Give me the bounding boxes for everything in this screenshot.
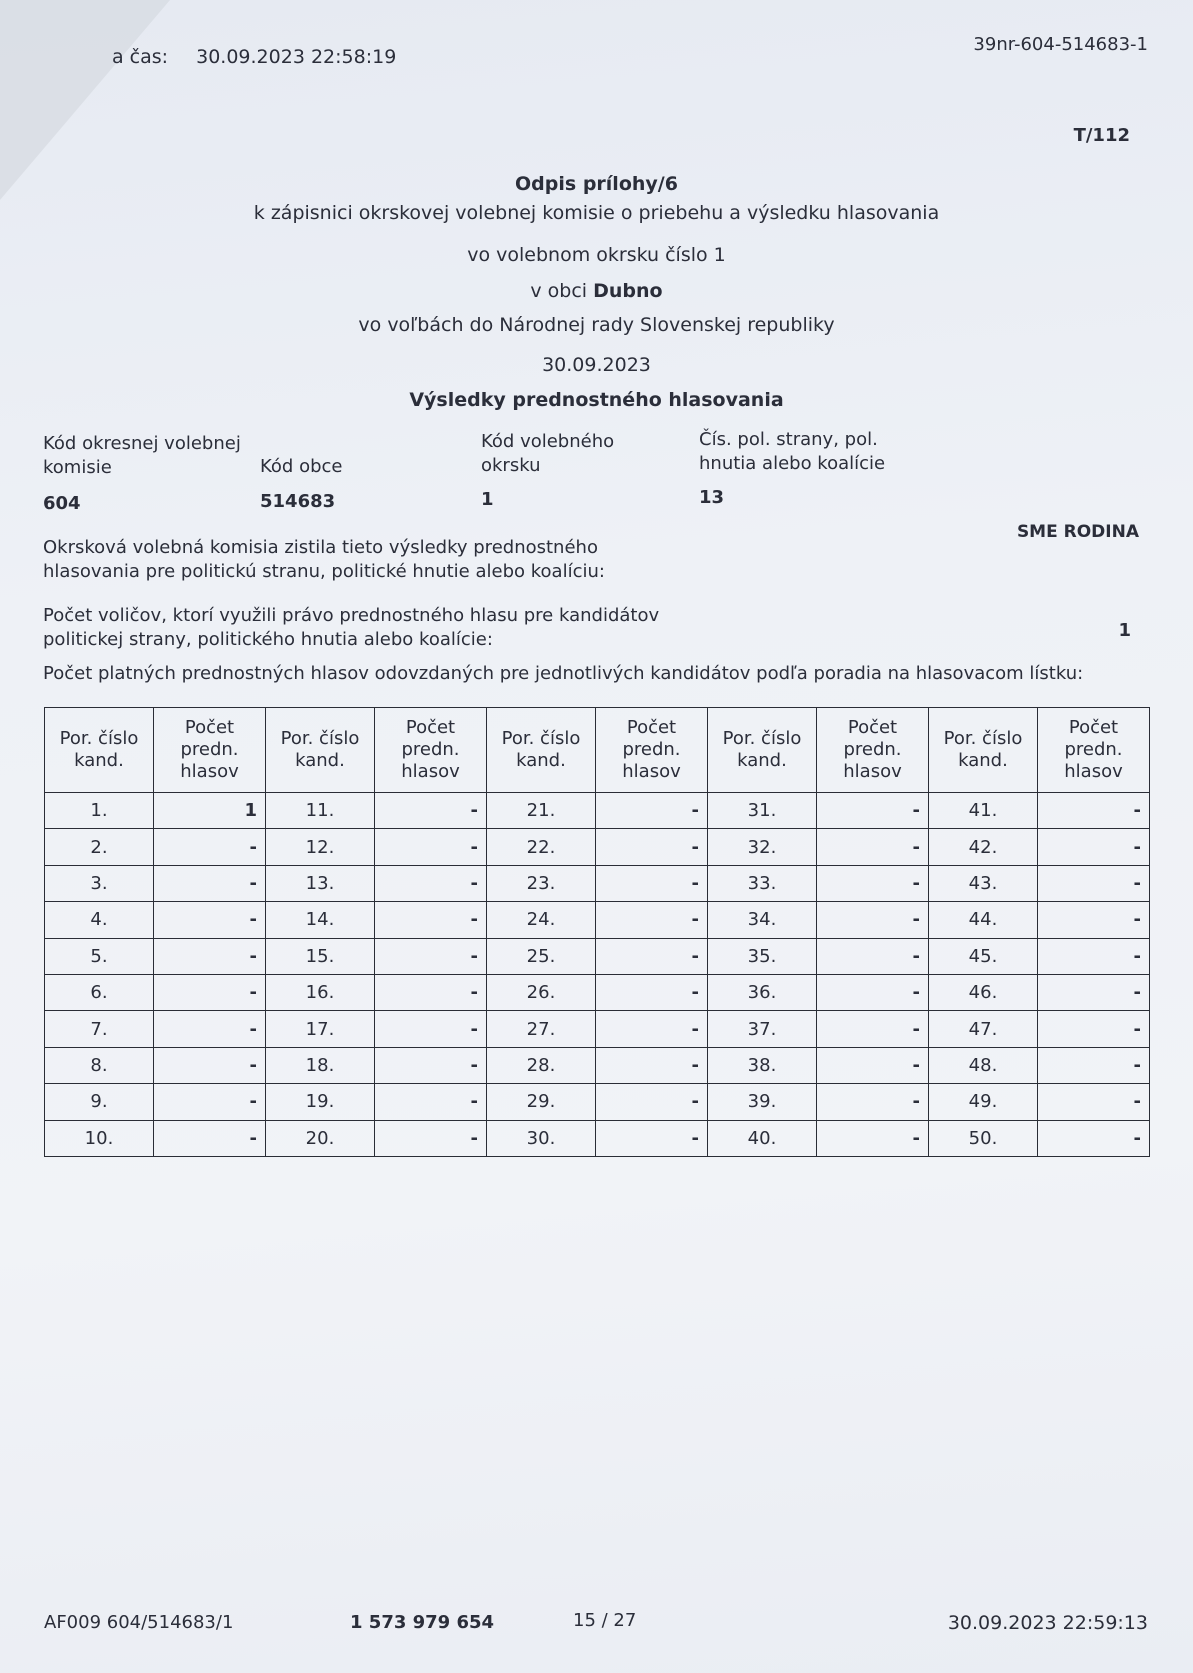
- candidate-order-cell: 22.: [487, 829, 596, 865]
- candidate-votes-cell: -: [154, 974, 266, 1010]
- header-datetime: [112, 46, 396, 68]
- candidate-votes-cell: -: [1038, 938, 1150, 974]
- candidate-order-cell: 43.: [929, 865, 1038, 901]
- municipality-prefix: v obci: [530, 280, 588, 302]
- table-row: [45, 1011, 1150, 1047]
- header-order: Por. číslo kand.: [929, 708, 1038, 793]
- table-row: [45, 829, 1150, 865]
- footer-page-number: 15 / 27: [573, 1610, 637, 1631]
- candidate-order-cell: 1.: [45, 793, 154, 829]
- candidate-votes-cell: 1: [154, 793, 266, 829]
- candidate-order-cell: 17.: [266, 1011, 375, 1047]
- candidate-order-cell: 25.: [487, 938, 596, 974]
- footer-control-number: 1 573 979 654: [350, 1612, 495, 1633]
- candidate-order-cell: 29.: [487, 1084, 596, 1120]
- candidate-order-cell: 32.: [708, 829, 817, 865]
- table-body: [45, 793, 1150, 1157]
- candidate-votes-cell: -: [154, 829, 266, 865]
- table-row: [45, 793, 1150, 829]
- candidate-order-cell: 28.: [487, 1047, 596, 1083]
- candidate-order-cell: 11.: [266, 793, 375, 829]
- election-date: 30.09.2023: [542, 354, 651, 376]
- candidate-votes-cell: -: [596, 1047, 708, 1083]
- candidate-order-cell: 20.: [266, 1120, 375, 1156]
- footer-datetime: 30.09.2023 22:59:13: [947, 1612, 1148, 1634]
- candidate-order-cell: 26.: [487, 974, 596, 1010]
- candidate-order-cell: 42.: [929, 829, 1038, 865]
- candidate-order-cell: 40.: [708, 1120, 817, 1156]
- datetime-label: a čas:: [112, 46, 169, 68]
- candidate-votes-cell: -: [154, 902, 266, 938]
- candidate-order-cell: 14.: [266, 902, 375, 938]
- candidate-votes-cell: -: [1038, 829, 1150, 865]
- candidate-order-cell: 2.: [45, 829, 154, 865]
- header-votes: Počet predn. hlasov: [1038, 708, 1150, 793]
- candidate-order-cell: 39.: [708, 1084, 817, 1120]
- candidate-votes-cell: -: [375, 902, 487, 938]
- candidate-order-cell: 5.: [45, 938, 154, 974]
- obec-code-value: 514683: [260, 491, 336, 512]
- candidate-order-cell: 21.: [487, 793, 596, 829]
- candidate-order-cell: 31.: [708, 793, 817, 829]
- candidate-order-cell: 3.: [45, 865, 154, 901]
- obec-code-label: Kód obce: [260, 456, 343, 477]
- candidate-order-cell: 27.: [487, 1011, 596, 1047]
- candidate-votes-cell: -: [596, 829, 708, 865]
- okres-code-value: 604: [43, 493, 81, 514]
- document-title: Odpis prílohy/6: [515, 173, 678, 195]
- table-row: [45, 865, 1150, 901]
- candidate-order-cell: 41.: [929, 793, 1038, 829]
- party-name: SME RODINA: [1016, 522, 1139, 542]
- table-row: [45, 1084, 1150, 1120]
- candidate-votes-cell: -: [375, 865, 487, 901]
- candidate-votes-cell: -: [596, 1011, 708, 1047]
- candidate-order-cell: 44.: [929, 902, 1038, 938]
- okrsok-code-label: Kód volebného okrsku: [481, 431, 615, 476]
- candidate-order-cell: 38.: [708, 1047, 817, 1083]
- candidate-votes-cell: -: [596, 974, 708, 1010]
- candidate-order-cell: 8.: [45, 1047, 154, 1083]
- candidate-order-cell: 24.: [487, 902, 596, 938]
- commission-statement: Okrsková volebná komisia zistila tieto výsledky prednostného hlasovania pre politickú stranu, politické hnutie alebo koalíciu:: [43, 537, 605, 582]
- candidate-order-cell: 50.: [929, 1120, 1038, 1156]
- header-order: Por. číslo kand.: [487, 708, 596, 793]
- header-votes: Počet predn. hlasov: [817, 708, 929, 793]
- candidate-votes-cell: -: [596, 1120, 708, 1156]
- candidate-votes-cell: -: [817, 829, 929, 865]
- folded-corner: [0, 0, 170, 200]
- candidate-order-cell: 48.: [929, 1047, 1038, 1083]
- candidate-votes-cell: -: [154, 1011, 266, 1047]
- candidate-votes-cell: -: [596, 865, 708, 901]
- candidate-votes-cell: -: [154, 1120, 266, 1156]
- table-row: [45, 1120, 1150, 1156]
- candidate-order-cell: 35.: [708, 938, 817, 974]
- candidate-votes-cell: -: [375, 1011, 487, 1047]
- header-order: Por. číslo kand.: [45, 708, 154, 793]
- candidate-order-cell: 18.: [266, 1047, 375, 1083]
- candidate-votes-cell: -: [1038, 1011, 1150, 1047]
- candidate-votes-cell: -: [817, 1084, 929, 1120]
- party-number-value: 13: [699, 487, 725, 508]
- title-line-3: vo volebnom okrsku číslo 1: [467, 244, 726, 266]
- header-votes: Počet predn. hlasov: [375, 708, 487, 793]
- title-municipality: [0, 280, 1193, 302]
- candidate-order-cell: 13.: [266, 865, 375, 901]
- title-line-2: k zápisnici okrskovej volebnej komisie o priebehu a výsledku hlasovania: [253, 202, 940, 224]
- table-row: [45, 974, 1150, 1010]
- candidate-order-cell: 47.: [929, 1011, 1038, 1047]
- candidate-votes-cell: -: [817, 902, 929, 938]
- candidate-order-cell: 7.: [45, 1011, 154, 1047]
- candidate-votes-cell: -: [596, 793, 708, 829]
- title-line-5: vo voľbách do Národnej rady Slovenskej republiky: [358, 314, 835, 336]
- candidate-votes-cell: -: [817, 938, 929, 974]
- candidate-order-cell: 19.: [266, 1084, 375, 1120]
- candidate-order-cell: 45.: [929, 938, 1038, 974]
- candidate-order-cell: 46.: [929, 974, 1038, 1010]
- candidate-votes-cell: -: [375, 938, 487, 974]
- header-order: Por. číslo kand.: [266, 708, 375, 793]
- table-row: [45, 938, 1150, 974]
- candidate-order-cell: 34.: [708, 902, 817, 938]
- candidate-votes-cell: -: [154, 1047, 266, 1083]
- candidate-votes-cell: -: [1038, 1047, 1150, 1083]
- candidate-votes-cell: -: [1038, 974, 1150, 1010]
- candidate-order-cell: 12.: [266, 829, 375, 865]
- candidate-votes-cell: -: [154, 938, 266, 974]
- form-code: T/112: [1073, 125, 1130, 146]
- preferential-votes-table: [44, 707, 1150, 1157]
- candidate-votes-cell: -: [375, 1120, 487, 1156]
- candidate-order-cell: 36.: [708, 974, 817, 1010]
- document-id: 39nr-604-514683-1: [973, 34, 1148, 55]
- header-votes: Počet predn. hlasov: [596, 708, 708, 793]
- candidate-votes-cell: -: [817, 1011, 929, 1047]
- candidate-votes-cell: -: [817, 1047, 929, 1083]
- candidate-order-cell: 15.: [266, 938, 375, 974]
- section-title: Výsledky prednostného hlasovania: [409, 389, 784, 411]
- candidate-order-cell: 9.: [45, 1084, 154, 1120]
- candidate-votes-cell: -: [375, 1047, 487, 1083]
- candidate-order-cell: 10.: [45, 1120, 154, 1156]
- candidate-order-cell: 30.: [487, 1120, 596, 1156]
- candidate-order-cell: 23.: [487, 865, 596, 901]
- table-header-row: [45, 708, 1150, 793]
- candidate-order-cell: 4.: [45, 902, 154, 938]
- candidate-votes-cell: -: [817, 1120, 929, 1156]
- candidate-votes-cell: -: [596, 1084, 708, 1120]
- candidate-order-cell: 6.: [45, 974, 154, 1010]
- datetime-value: 30.09.2023 22:58:19: [196, 46, 397, 68]
- voters-count-label: Počet voličov, ktorí využili právo prednostného hlasu pre kandidátov politickej strany, politického hnutia alebo koalície:: [43, 605, 660, 650]
- table-intro: Počet platných prednostných hlasov odovzdaných pre jednotlivých kandidátov podľa poradia na hlasovacom lístku:: [43, 663, 1084, 684]
- okres-code-label: Kód okresnej volebnej komisie: [43, 433, 241, 478]
- candidate-votes-cell: -: [596, 902, 708, 938]
- candidate-votes-cell: -: [1038, 1120, 1150, 1156]
- header-order: Por. číslo kand.: [708, 708, 817, 793]
- candidate-votes-cell: -: [1038, 865, 1150, 901]
- municipality-name: Dubno: [593, 280, 663, 302]
- candidate-votes-cell: -: [817, 974, 929, 1010]
- candidate-votes-cell: -: [1038, 1084, 1150, 1120]
- table-row: [45, 902, 1150, 938]
- candidate-votes-cell: -: [1038, 793, 1150, 829]
- candidate-order-cell: 49.: [929, 1084, 1038, 1120]
- candidate-votes-cell: -: [817, 793, 929, 829]
- candidate-votes-cell: -: [375, 1084, 487, 1120]
- header-votes: Počet predn. hlasov: [154, 708, 266, 793]
- candidate-order-cell: 33.: [708, 865, 817, 901]
- candidate-votes-cell: -: [154, 865, 266, 901]
- candidate-votes-cell: -: [375, 829, 487, 865]
- candidate-order-cell: 37.: [708, 1011, 817, 1047]
- okrsok-code-value: 1: [481, 489, 494, 510]
- candidate-votes-cell: -: [375, 974, 487, 1010]
- footer-form-ref: AF009 604/514683/1: [44, 1612, 234, 1633]
- voters-count-value: 1: [1118, 620, 1131, 641]
- table-row: [45, 1047, 1150, 1083]
- candidate-votes-cell: -: [817, 865, 929, 901]
- candidate-votes-cell: -: [375, 793, 487, 829]
- party-number-label: Čís. pol. strany, pol. hnutia alebo koalície: [699, 429, 886, 474]
- candidate-votes-cell: -: [154, 1084, 266, 1120]
- candidate-votes-cell: -: [1038, 902, 1150, 938]
- candidate-votes-cell: -: [596, 938, 708, 974]
- candidate-order-cell: 16.: [266, 974, 375, 1010]
